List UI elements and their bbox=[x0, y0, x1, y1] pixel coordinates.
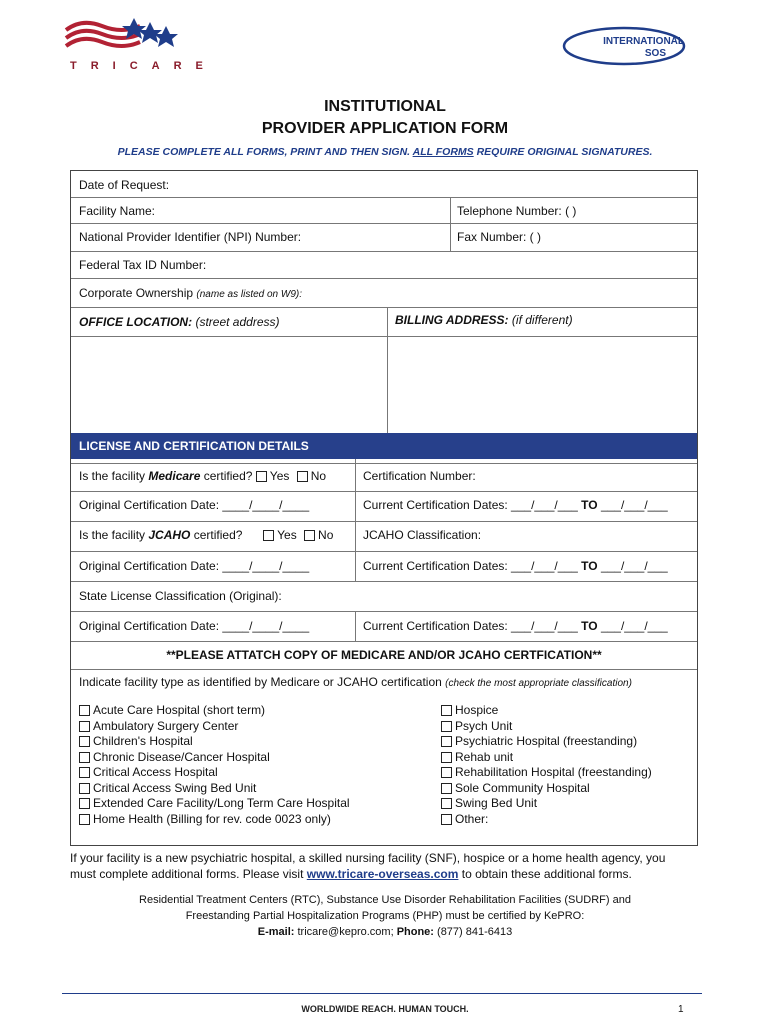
medicare-question bbox=[79, 469, 326, 483]
state-current-prefix: Current Certification Dates: ___/___/___ bbox=[363, 619, 578, 633]
facility-type-label: Critical Access Hospital bbox=[93, 765, 218, 779]
office-location-title: OFFICE LOCATION: bbox=[79, 315, 193, 329]
facility-type-item[interactable] bbox=[79, 719, 350, 735]
npi-field[interactable]: National Provider Identifier (NPI) Number: bbox=[79, 230, 302, 244]
facility-type-checkbox[interactable] bbox=[79, 783, 90, 794]
facility-type-item[interactable] bbox=[79, 734, 350, 750]
facility-type-label: Acute Care Hospital (short term) bbox=[93, 703, 266, 717]
title-line1: INSTITUTIONAL bbox=[324, 98, 446, 115]
corporate-ownership-field[interactable] bbox=[79, 286, 302, 302]
medicare-q-suffix: certified? bbox=[203, 469, 253, 483]
facility-type-item[interactable] bbox=[79, 750, 350, 766]
facility-type-label: Sole Community Hospital bbox=[455, 780, 590, 795]
facility-name-field[interactable]: Facility Name: bbox=[79, 204, 156, 218]
state-current-cert-dates[interactable] bbox=[363, 619, 668, 633]
tricare-wordmark: TRICARE bbox=[70, 60, 217, 72]
medicare-no-checkbox[interactable] bbox=[297, 471, 308, 482]
billing-address-input[interactable] bbox=[389, 337, 695, 431]
corporate-ownership-label: Corporate Ownership bbox=[79, 286, 194, 300]
psych-note-line2 bbox=[70, 866, 710, 882]
facility-type-item[interactable] bbox=[441, 750, 652, 766]
jcaho-original-cert-date[interactable]: Original Certification Date: ____/____/____ bbox=[79, 559, 310, 573]
rtc-note-line2: Freestanding Partial Hospitalization Programs (PHP) must be certified by KePRO: bbox=[185, 910, 585, 922]
email-value[interactable]: tricare@kepro.com; bbox=[297, 926, 394, 938]
facility-type-checkbox[interactable] bbox=[79, 705, 90, 716]
jcaho-no-label: No bbox=[318, 528, 334, 542]
date-of-request-field[interactable]: Date of Request: bbox=[79, 178, 170, 192]
medicare-yes-label: Yes bbox=[269, 469, 290, 483]
jcaho-current-to: TO bbox=[581, 559, 598, 573]
certification-number-field[interactable]: Certification Number: bbox=[363, 469, 476, 483]
facility-type-item[interactable] bbox=[441, 796, 652, 812]
jcaho-classification-field[interactable]: JCAHO Classification: bbox=[363, 528, 482, 542]
facility-type-label: Extended Care Facility/Long Term Care Hospital bbox=[93, 796, 350, 810]
facility-type-item[interactable] bbox=[79, 765, 350, 781]
medicare-q-bold: Medicare bbox=[148, 469, 201, 483]
facility-type-checkbox[interactable] bbox=[441, 814, 452, 825]
facility-type-label: Psychiatric Hospital (freestanding) bbox=[455, 734, 638, 748]
facility-type-checkbox[interactable] bbox=[79, 721, 90, 732]
psych-note-suffix: to obtain these additional forms. bbox=[461, 867, 632, 881]
state-current-to: TO bbox=[581, 619, 598, 633]
state-current-suffix: ___/___/___ bbox=[600, 619, 668, 633]
facility-type-label: Home Health (Billing for rev. code 0023 only) bbox=[93, 811, 331, 826]
facility-types-left bbox=[79, 703, 350, 827]
facility-type-item[interactable] bbox=[441, 719, 652, 735]
facility-type-label: Critical Access Swing Bed Unit bbox=[93, 780, 257, 795]
billing-address-label bbox=[395, 313, 573, 327]
facility-type-label: Rehabilitation Hospital (freestanding) bbox=[455, 765, 652, 779]
billing-address-note: (if different) bbox=[511, 313, 573, 327]
medicare-q-prefix: Is the facility bbox=[79, 469, 146, 483]
tricare-overseas-link[interactable]: www.tricare-overseas.com bbox=[306, 867, 459, 881]
facility-type-label: Psych Unit bbox=[455, 718, 513, 733]
jcaho-question bbox=[79, 528, 333, 542]
corporate-ownership-note: (name as listed on W9): bbox=[196, 289, 303, 300]
facility-type-checkbox[interactable] bbox=[79, 767, 90, 778]
international-sos-logo bbox=[560, 22, 690, 70]
facility-type-label: Hospice bbox=[455, 703, 499, 717]
facility-type-checkbox[interactable] bbox=[441, 705, 452, 716]
kepro-contact bbox=[0, 924, 770, 940]
facility-type-checkbox[interactable] bbox=[441, 798, 452, 809]
billing-address-title: BILLING ADDRESS: bbox=[395, 313, 509, 327]
attach-note: **PLEASE ATTATCH COPY OF MEDICARE AND/OR JCAHO CERTFICATION** bbox=[166, 648, 602, 662]
sos-line2: SOS bbox=[644, 48, 666, 59]
facility-types-right bbox=[441, 703, 652, 827]
jcaho-current-prefix: Current Certification Dates: ___/___/___ bbox=[363, 559, 578, 573]
facility-type-label: Children's Hospital bbox=[93, 734, 193, 748]
indicate-type-label bbox=[79, 675, 632, 691]
medicare-current-prefix: Current Certification Dates: ___/___/___ bbox=[363, 498, 578, 512]
license-section-title: LICENSE AND CERTIFICATION DETAILS bbox=[79, 439, 309, 453]
facility-type-item[interactable] bbox=[441, 734, 652, 750]
jcaho-q-suffix: certified? bbox=[193, 528, 243, 542]
facility-type-checkbox[interactable] bbox=[441, 736, 452, 747]
facility-type-item[interactable] bbox=[79, 703, 350, 719]
footer-divider bbox=[62, 993, 702, 994]
subtitle bbox=[0, 146, 770, 158]
phone-value: (877) 841-6413 bbox=[437, 926, 513, 938]
facility-type-checkbox[interactable] bbox=[79, 798, 90, 809]
facility-type-label: Chronic Disease/Cancer Hospital bbox=[93, 749, 270, 764]
medicare-current-to: TO bbox=[581, 498, 598, 512]
medicare-original-cert-date[interactable]: Original Certification Date: ____/____/____ bbox=[79, 498, 310, 512]
license-section-header bbox=[71, 433, 697, 459]
medicare-yes-checkbox[interactable] bbox=[256, 471, 267, 482]
facility-type-label: Ambulatory Surgery Center bbox=[93, 718, 239, 733]
jcaho-current-suffix: ___/___/___ bbox=[600, 559, 668, 573]
facility-type-item[interactable] bbox=[79, 781, 350, 797]
indicate-type-note: (check the most appropriate classification) bbox=[445, 678, 632, 689]
page-number: 1 bbox=[678, 1004, 684, 1015]
office-location-input[interactable] bbox=[73, 337, 385, 431]
psych-note-prefix: must complete additional forms. Please visit bbox=[70, 867, 304, 881]
jcaho-yes-label: Yes bbox=[277, 528, 297, 542]
facility-type-checkbox[interactable] bbox=[79, 752, 90, 763]
fax-field[interactable]: Fax Number: ( ) bbox=[457, 230, 542, 244]
application-form bbox=[70, 170, 698, 846]
tricare-flag-icon bbox=[62, 12, 192, 58]
medicare-current-cert-dates[interactable] bbox=[363, 498, 668, 512]
office-location-note: (street address) bbox=[195, 315, 280, 329]
footer-tagline: WORLDWIDE REACH. HUMAN TOUCH. bbox=[301, 1004, 469, 1014]
facility-type-checkbox[interactable] bbox=[79, 736, 90, 747]
facility-type-checkbox[interactable] bbox=[441, 783, 452, 794]
facility-type-label: Swing Bed Unit bbox=[455, 796, 538, 810]
federal-tax-id-field[interactable]: Federal Tax ID Number: bbox=[79, 258, 207, 272]
jcaho-q-prefix: Is the facility bbox=[79, 528, 146, 542]
sos-line1: INTERNATIONAL bbox=[603, 36, 684, 47]
facility-type-item[interactable] bbox=[441, 812, 652, 828]
medicare-current-suffix: ___/___/___ bbox=[600, 498, 668, 512]
jcaho-no-checkbox[interactable] bbox=[304, 530, 315, 541]
jcaho-current-cert-dates[interactable] bbox=[363, 559, 668, 573]
facility-type-item[interactable] bbox=[441, 703, 652, 719]
title-line2: PROVIDER APPLICATION FORM bbox=[261, 120, 509, 137]
state-license-field[interactable]: State License Classification (Original): bbox=[79, 589, 282, 603]
rtc-note-line1: Residential Treatment Centers (RTC), Substance Use Disorder Rehabilitation Facilities (SUDRF) and bbox=[139, 894, 631, 906]
subtitle-underlined: ALL FORMS bbox=[412, 146, 474, 158]
facility-type-checkbox[interactable] bbox=[441, 767, 452, 778]
office-location-label bbox=[79, 315, 279, 329]
facility-type-checkbox[interactable] bbox=[79, 814, 90, 825]
phone-label: Phone: bbox=[396, 926, 434, 938]
facility-type-checkbox[interactable] bbox=[441, 721, 452, 732]
facility-type-item[interactable] bbox=[441, 765, 652, 781]
facility-type-item[interactable] bbox=[441, 781, 652, 797]
facility-type-label: Rehab unit bbox=[455, 749, 514, 764]
facility-type-checkbox[interactable] bbox=[441, 752, 452, 763]
state-original-cert-date[interactable]: Original Certification Date: ____/____/____ bbox=[79, 619, 310, 633]
subtitle-prefix: PLEASE COMPLETE ALL FORMS, PRINT AND THEN SIGN. bbox=[117, 146, 411, 158]
tricare-logo bbox=[62, 12, 217, 72]
telephone-field[interactable]: Telephone Number: ( ) bbox=[457, 204, 577, 218]
email-label: E-mail: bbox=[257, 926, 295, 938]
jcaho-yes-checkbox[interactable] bbox=[263, 530, 274, 541]
facility-type-item[interactable] bbox=[79, 812, 350, 828]
facility-type-label: Other: bbox=[455, 811, 489, 826]
subtitle-suffix: REQUIRE ORIGINAL SIGNATURES. bbox=[476, 146, 653, 158]
medicare-no-label: No bbox=[310, 469, 327, 483]
jcaho-q-bold: JCAHO bbox=[148, 528, 191, 542]
indicate-type-text: Indicate facility type as identified by Medicare or JCAHO certification bbox=[79, 675, 442, 689]
psych-note-line1: If your facility is a new psychiatric hospital, a skilled nursing facility (SNF), hospice or a home health agency, you bbox=[70, 851, 666, 865]
facility-type-item[interactable] bbox=[79, 796, 350, 812]
